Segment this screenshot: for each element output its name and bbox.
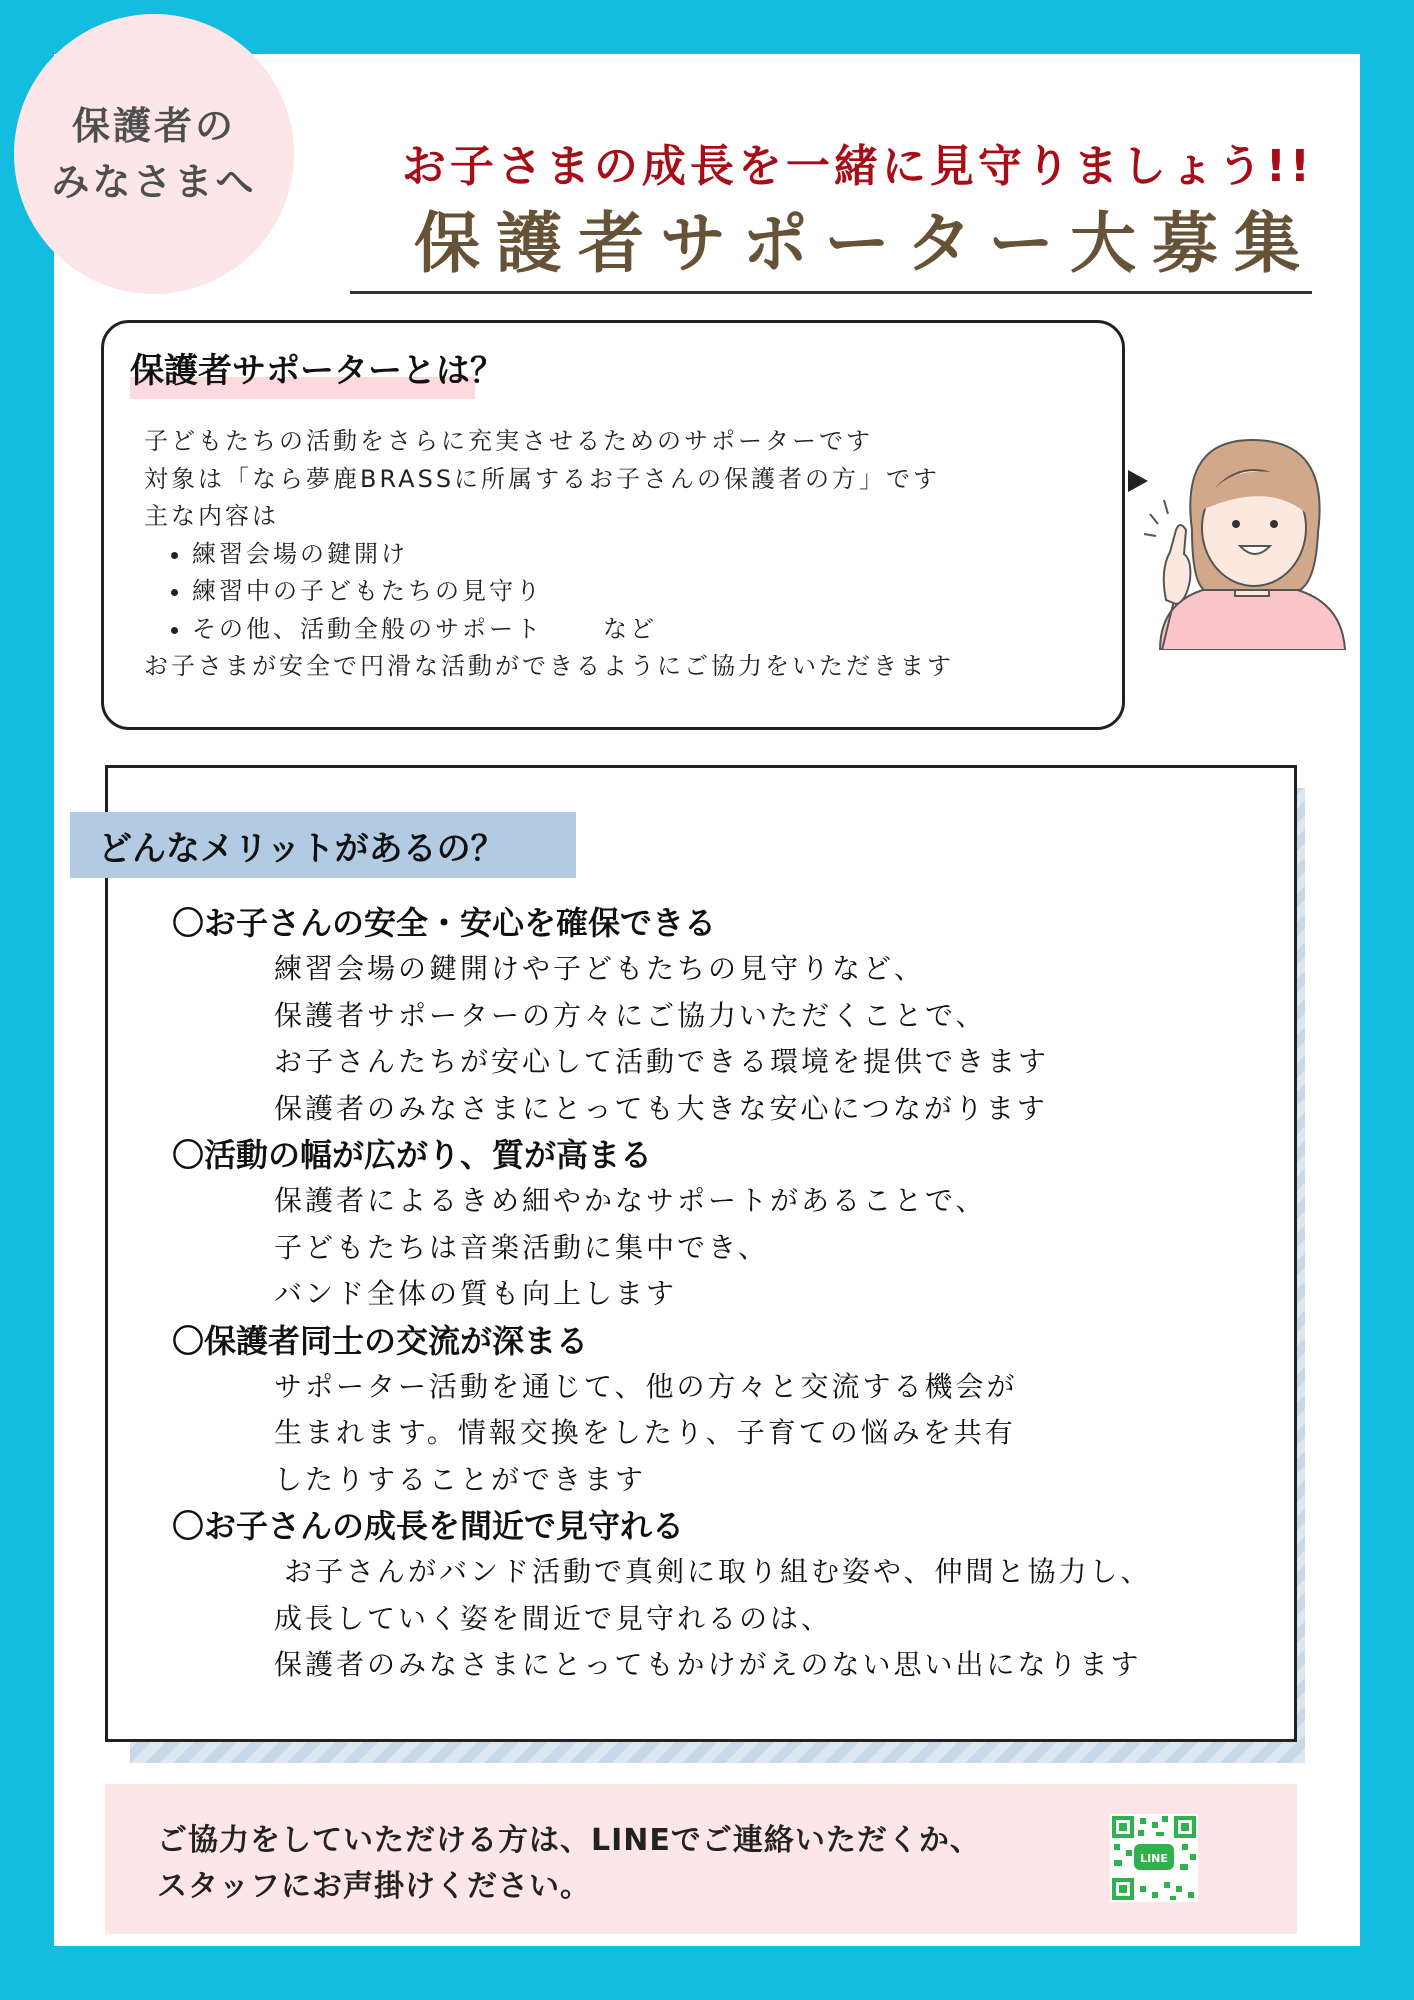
contact-box bbox=[105, 1784, 1297, 1934]
merit-line: 保護者のみなさまにとってもかけがえのない思い出になります bbox=[274, 1648, 1142, 1681]
merit-item bbox=[172, 1318, 1151, 1504]
line-qr-code[interactable] bbox=[1110, 1814, 1198, 1902]
intro-line-3: 主な内容は bbox=[144, 502, 279, 530]
intro-line-1: 子どもたちの活動をさらに充実させるためのサポーターです bbox=[144, 427, 873, 455]
badge-line-1: 保護者の bbox=[71, 104, 236, 148]
duty-etc: など bbox=[603, 614, 657, 643]
duty-item bbox=[192, 611, 954, 649]
contact-text bbox=[157, 1818, 981, 1910]
merit-title: 〇お子さんの安全・安心を確保できる bbox=[172, 904, 717, 942]
merit-line: お子さんがバンド活動で真剣に取り組む姿や、仲間と協力し、 bbox=[284, 1555, 1152, 1588]
contact-line-2: スタッフにお声掛けください。 bbox=[157, 1869, 591, 1904]
merit-line: 保護者によるきめ細やかなサポートがあることで、 bbox=[274, 1184, 987, 1217]
merit-title: 〇お子さんの成長を間近で見守れる bbox=[172, 1507, 685, 1545]
merit-title: 〇保護者同士の交流が深まる bbox=[172, 1321, 589, 1360]
title-divider bbox=[350, 291, 1312, 294]
merit-line: 生まれます。情報交換をしたり、子育ての悩みを共有 bbox=[274, 1416, 1016, 1449]
merit-line: 保護者のみなさまにとっても大きな安心につながります bbox=[274, 1091, 1048, 1125]
duty-item: • 練習中の子どもたちの見守り bbox=[192, 573, 954, 611]
merit-title: 〇活動の幅が広がり、質が高まる bbox=[172, 1136, 653, 1174]
merit-line: お子さんたちが安心して活動できる環境を提供できます bbox=[274, 1045, 1050, 1078]
merit-line: 保護者サポーターの方々にご協力いただくことで、 bbox=[274, 998, 987, 1032]
duty-item-text: その他、活動全般のサポート bbox=[192, 614, 543, 643]
merit-heading: どんなメリットがあるの？ bbox=[70, 812, 576, 878]
merit-item bbox=[172, 1503, 1151, 1689]
intro-heading: 保護者サポーターとは？ bbox=[130, 351, 504, 391]
duty-list bbox=[144, 536, 954, 649]
duty-item: • 練習会場の鍵開け bbox=[192, 536, 954, 574]
merit-line: 成長していく姿を間近で見守れるのは、 bbox=[274, 1601, 833, 1635]
main-title: 保護者サポーター大募集 bbox=[414, 205, 1316, 282]
merit-line: 子どもたちは音楽活動に集中でき、 bbox=[274, 1230, 769, 1264]
merit-line: 練習会場の鍵開けや子どもたちの見守りなど、 bbox=[274, 952, 926, 985]
badge-line-2: みなさまへ bbox=[51, 160, 257, 204]
woman-pointing-illustration bbox=[1140, 420, 1360, 650]
intro-body bbox=[144, 423, 954, 686]
merit-list bbox=[172, 900, 1151, 1689]
merit-line: バンド全体の質も向上します bbox=[274, 1277, 678, 1310]
headline: お子さまの成長を一緒に見守りましょう!! bbox=[401, 141, 1314, 192]
contact-line-1: ご協力をしていただける方は、LINEでご連絡いただくか、 bbox=[157, 1823, 981, 1858]
intro-box bbox=[101, 320, 1125, 730]
merit-item bbox=[172, 1132, 1151, 1318]
intro-closing: お子さまが安全で円滑な活動ができるようにご協力をいただきます bbox=[144, 652, 954, 680]
intro-line-2: 対象は「なら夢鹿BRASSに所属するお子さんの保護者の方」です bbox=[144, 464, 941, 493]
merit-line: したりすることができます bbox=[274, 1462, 647, 1496]
qr-line-label: LINE bbox=[1140, 1852, 1168, 1865]
audience-badge bbox=[14, 14, 294, 294]
merit-line: サポーター活動を通じて、他の方々と交流する機会が bbox=[274, 1369, 1018, 1403]
merit-item bbox=[172, 900, 1151, 1132]
